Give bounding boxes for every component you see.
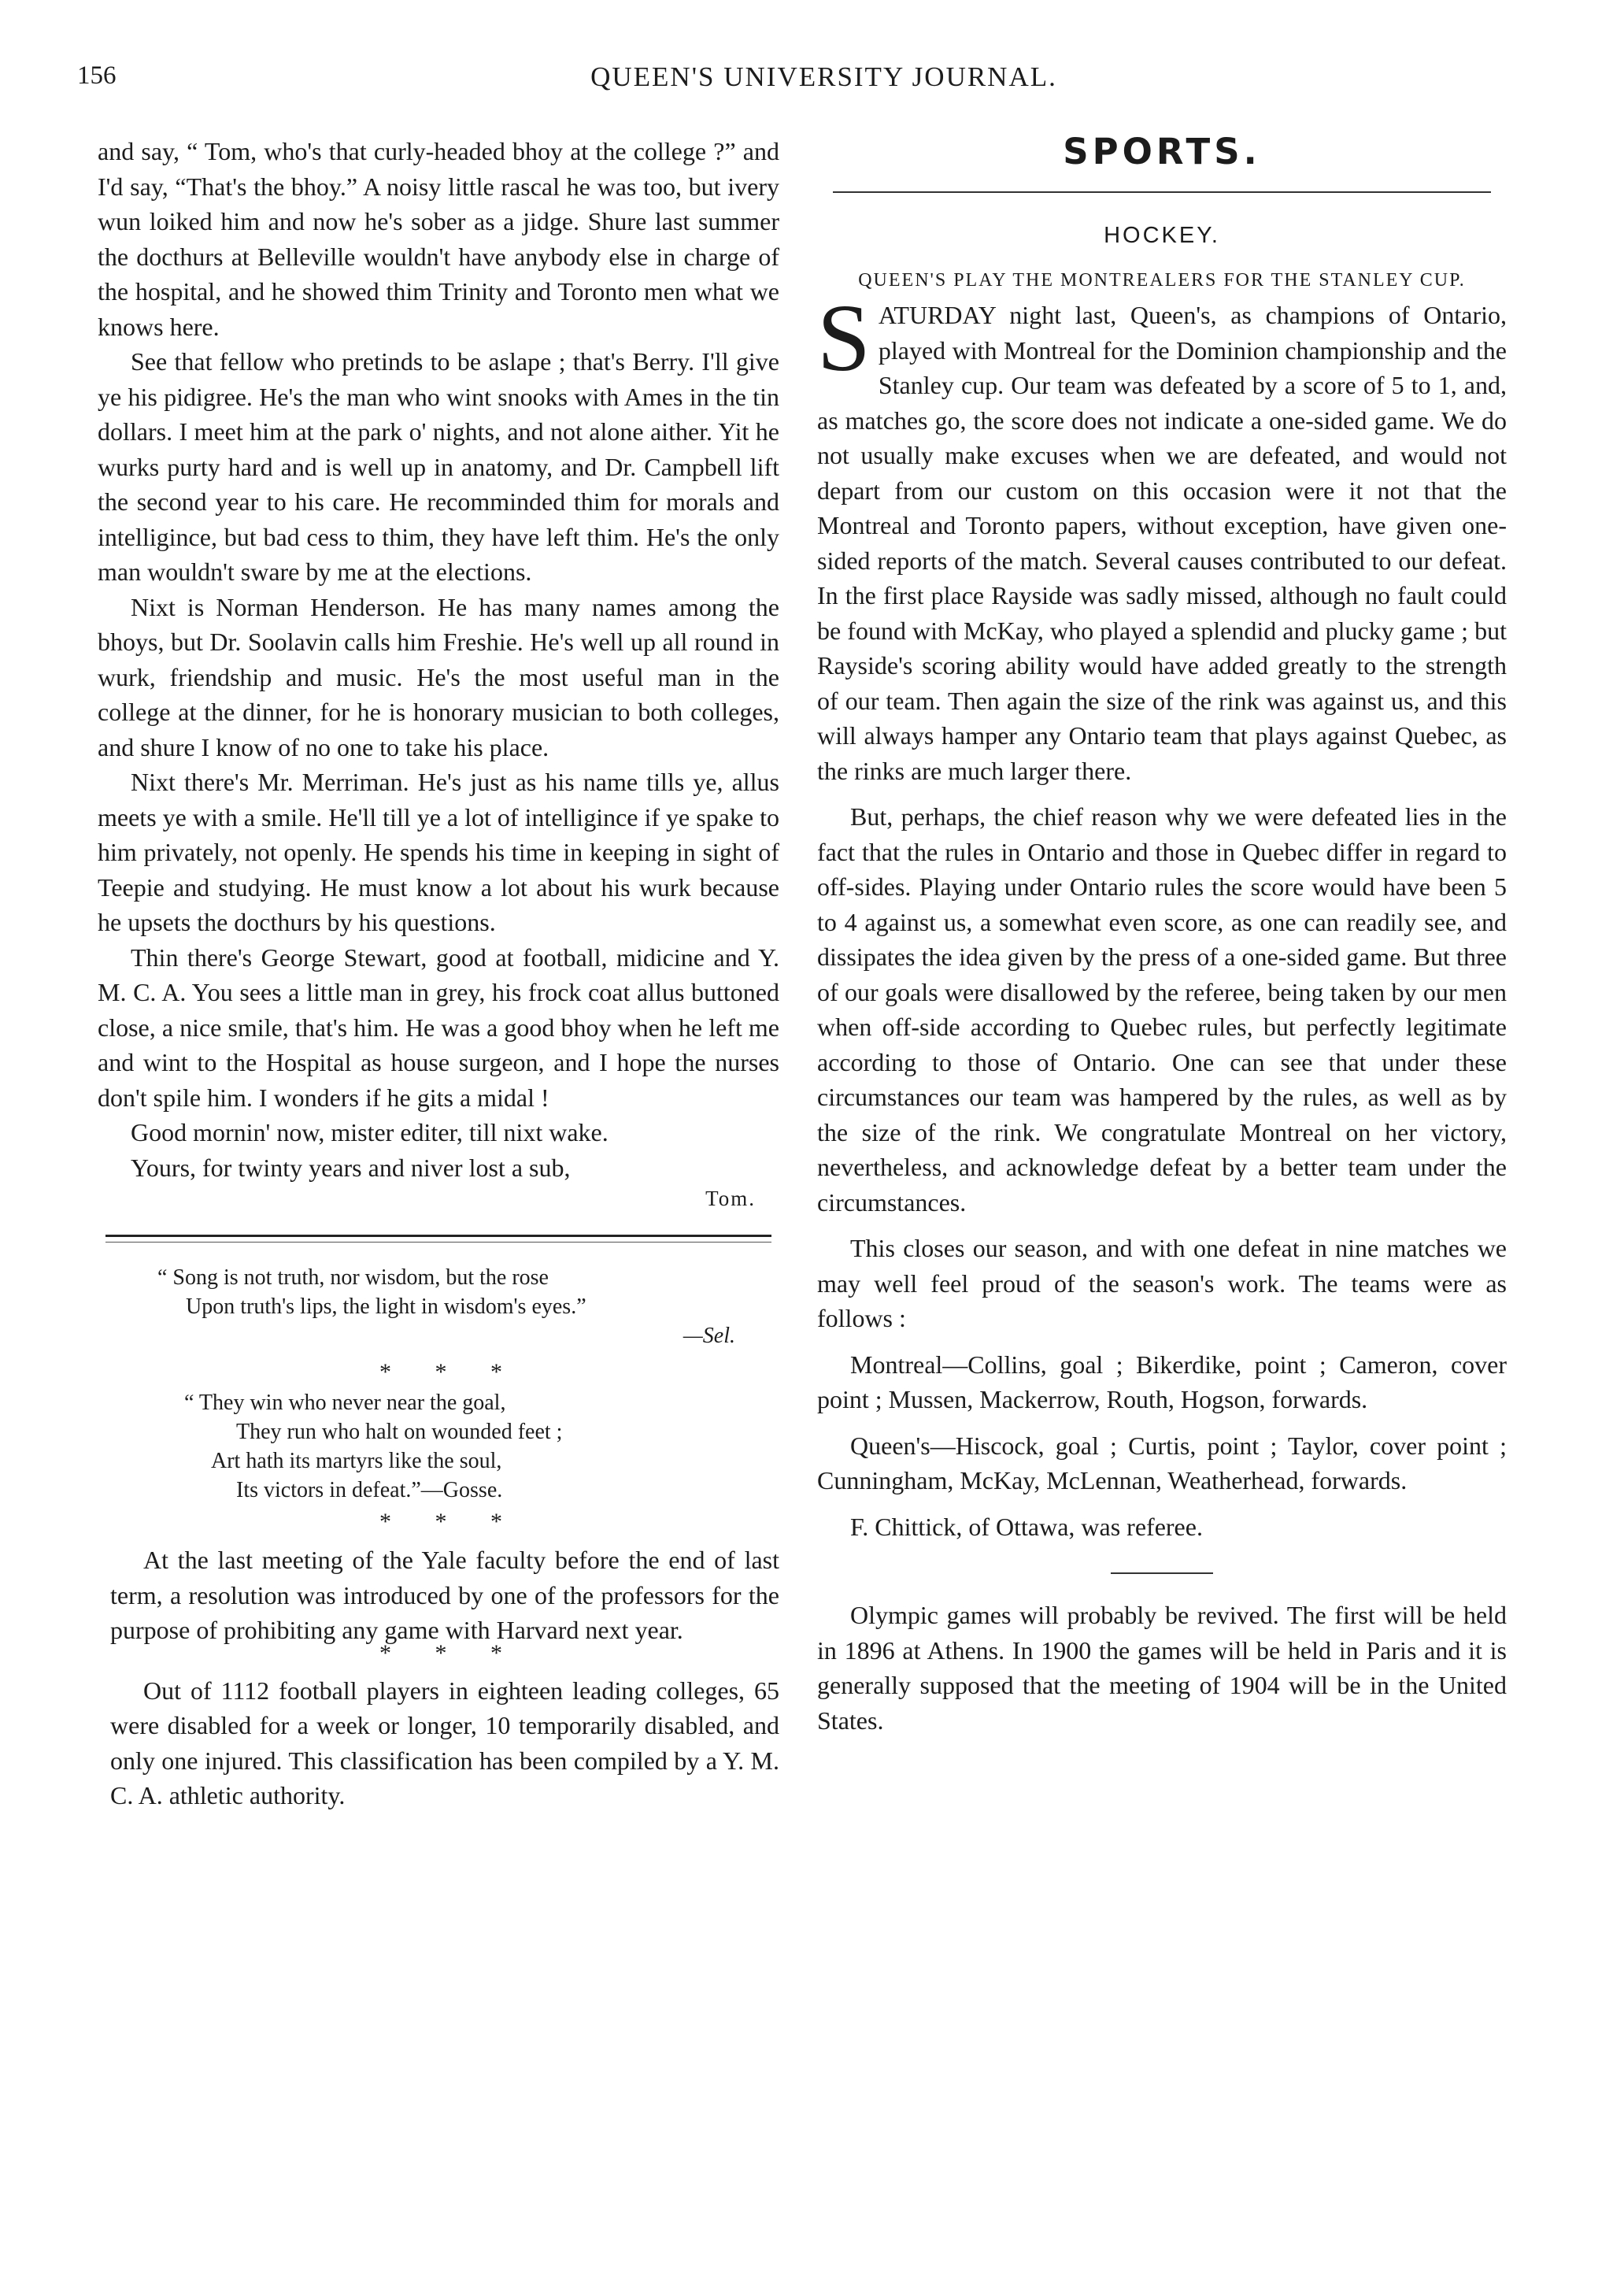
team-lineup-queens: Queen's—Hiscock, goal ; Curtis, point ; Taylor, cover point ; Cunningham, McKay, McLennan, Weatherhead, forwards. bbox=[817, 1431, 1507, 1494]
letter-signature: Tom. bbox=[705, 1187, 756, 1210]
section-divider bbox=[105, 1235, 771, 1243]
yale-news-item: At the last meeting of the Yale faculty before the end of last term, a resolution was introduced by one of the professors for the purpose of prohibiting any game with Harvard next year. bbox=[110, 1546, 779, 1644]
poem-line: Art hath its martyrs like the soul, bbox=[211, 1449, 502, 1473]
quotation-poem bbox=[98, 1388, 779, 1505]
hockey-first-paragraph bbox=[817, 285, 1507, 788]
poem-line: Its victors in defeat.”—Gosse. bbox=[236, 1478, 503, 1502]
page-number: 156 bbox=[77, 61, 117, 90]
heading-rule bbox=[833, 191, 1491, 193]
team-lineup-montreal: Montreal—Collins, goal ; Bikerdike, point ; Cameron, cover point ; Mussen, Mackerrow, Routh, Hogson, forwards. bbox=[817, 1350, 1507, 1413]
letter-closing: Yours, for twinty years and niver lost a sub, bbox=[131, 1153, 571, 1182]
poem-line: They run who halt on wounded feet ; bbox=[236, 1420, 563, 1444]
hockey-heading: HOCKEY. bbox=[1104, 223, 1220, 248]
poem-source: —Sel. bbox=[683, 1324, 735, 1348]
letter-paragraph: Nixt there's Mr. Merriman. He's just as his name tills ye, allus meets ye with a smile. He'll till ye a lot of intelligince if ye spake to him privately, not openly. He spends his time in keeping in sight of Teepie and studying. He must know a lot about his wurk because he upsets the docthurs by his questions. bbox=[98, 768, 779, 936]
letter-paragraph: Thin there's George Stewart, good at football, midicine and Y. M. C. A. You sees a little man in grey, his frock coat allus buttoned close, a nice smile, that's him. He was a good bhoy when he left me and wint to the Hospital as house surgeon, and I hope the nurses don't spile him. I wonders if he gits a midal ! bbox=[98, 943, 779, 1112]
sports-heading: SPORTS. bbox=[1063, 131, 1261, 172]
poem-line: “ They win who never near the goal, bbox=[184, 1391, 506, 1415]
referee-line: F. Chittick, of Ottawa, was referee. bbox=[850, 1512, 1203, 1541]
letter-paragraph: and say, “ Tom, who's that curly-headed bhoy at the college ?” and I'd say, “That's the bhoy.” A noisy little rascal he was too, but ivery wun loiked him and now he's sober as a jidge. Shure last summer the docthurs at Belleville wouldn't have anybody else in charge of the hospital, and he showed thim Trinity and Toronto men what we knows here. bbox=[98, 137, 779, 341]
hockey-paragraph: But, perhaps, the chief reason why we were defeated lies in the fact that the rules in Ontario and those in Quebec differ in regard to off-sides. Playing under Ontario rules the score would have been 5 to 4 against us, a somewhat even score, as one can readily see, and dissipates the idea given by the press of a one-sided game. But three of our goals were disallowed by the referee, being taken by our men when off-side according to Quebec rules, but perfectly legitimate according to those of Ontario. One can see that under these circumstances our team was hampered by the rules, as well as by the size of the rink. We congratulate Montreal on her victory, nevertheless, and acknowledge defeat by a better team under the circumstances. bbox=[817, 802, 1507, 1217]
first-paragraph-text: ATURDAY night last, Queen's, as champions of Ontario, played with Montreal for the Dominion championship and the Stanley cup. Our team was defeated by a score of 5 to 1, and, as matches go, the score does not indicate a one-sided game. We do not usually make excuses when we are defeated, and would not depart from our custom on this occasion were it not that the Montreal and Toronto papers, without exception, have given one-sided reports of the match. Several causes contributed to our defeat. In the first place Rayside was sadly missed, although no fault could be found with McKay, who played a splendid and plucky game ; but Rayside's scoring ability would have added greatly to the strength of our team. Then again the size of the rink was against us, and this will always hamper any Ontario team that plays against Quebec, as the rinks are much larger there. bbox=[817, 301, 1507, 785]
drop-cap: S bbox=[817, 285, 871, 391]
letter-paragraph: See that fellow who pretinds to be aslape ; that's Berry. I'll give ye his pidigree. He's the man who wint snooks with Ames in the tin dollars. I meet him at the park o' nights, and not alone aither. Yit he wurks purty hard and is well up in anatomy, and Dr. Campbell lift the second year to his care. He recomminded thim for morals and intelligince, but bad cess to thim, they have left thim. He's the only man wouldn't sware by me at the elections. bbox=[98, 347, 779, 586]
section-stars: * * * bbox=[379, 1639, 521, 1666]
hockey-subheading: QUEEN'S PLAY THE MONTREALERS FOR THE STANLEY CUP. bbox=[858, 270, 1466, 291]
running-head bbox=[0, 61, 1624, 109]
journal-title: QUEEN'S UNIVERSITY JOURNAL. bbox=[590, 61, 1057, 92]
football-news-item: Out of 1112 football players in eighteen leading colleges, 65 were disabled for a week or longer, 10 temporarily disabled, and only one injured. This classification has been compiled by a Y. M. C. A. athletic authority. bbox=[110, 1676, 779, 1809]
poem-line: “ Song is not truth, nor wisdom, but the rose bbox=[157, 1265, 549, 1290]
quotation-song bbox=[98, 1263, 779, 1350]
letter-closing: Good mornin' now, mister editer, till nixt wake. bbox=[131, 1118, 609, 1146]
poem-line: Upon truth's lips, the light in wisdom's eyes.” bbox=[186, 1294, 586, 1319]
section-stars: * * * bbox=[379, 1509, 521, 1535]
section-stars: * * * bbox=[379, 1359, 521, 1385]
left-column bbox=[98, 134, 779, 1813]
letter-paragraph: Nixt is Norman Henderson. He has many names among the bhoys, but Dr. Soolavin calls him Freshie. He's well up all round in wurk, friendship and music. He's the most useful man in the college at the dinner, for he is honorary musician to both colleges, and shure I know of no one to take his place. bbox=[98, 592, 779, 761]
hockey-paragraph: This closes our season, and with one defeat in nine matches we may well feel proud of the season's work. The teams were as follows : bbox=[817, 1234, 1507, 1332]
right-column bbox=[817, 131, 1507, 1738]
olympic-news-item: Olympic games will probably be revived. The first will be held in 1896 at Athens. In 1900 the games will be held in Paris and it is generally supposed that the meeting of 1904 will be in the United States. bbox=[817, 1601, 1507, 1735]
item-divider bbox=[1111, 1572, 1213, 1574]
